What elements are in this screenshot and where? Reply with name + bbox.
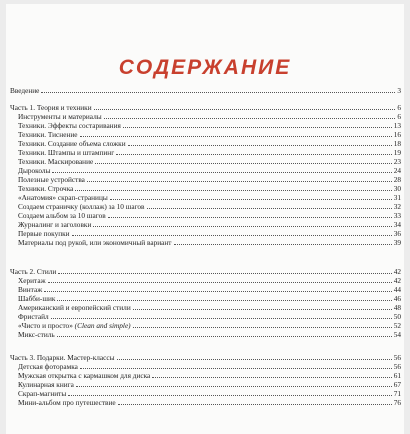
- entry-title-text: Дыроколы: [18, 166, 51, 175]
- toc-entry: [18, 211, 401, 220]
- toc-entry: [18, 371, 401, 380]
- dot-leader: [108, 216, 392, 218]
- entry-title: [10, 103, 92, 112]
- dot-leader: [128, 144, 392, 146]
- entry-title-text: Техники. Маскирование: [18, 157, 94, 166]
- dot-leader: [76, 385, 392, 387]
- entry-title-text: Фристайл: [18, 312, 49, 321]
- page-number: 61: [393, 371, 401, 380]
- entry-title: [18, 112, 102, 121]
- page-number: 67: [393, 380, 401, 389]
- entry-title: [18, 130, 78, 139]
- entry-title: [18, 362, 78, 371]
- entry-title: [18, 398, 116, 407]
- dot-leader: [94, 108, 396, 110]
- toc-entry: [18, 193, 401, 202]
- entry-title: [18, 184, 73, 193]
- entry-title-text: Американский и европейский стили: [18, 303, 131, 312]
- dot-leader: [152, 376, 391, 378]
- dot-leader: [51, 317, 392, 319]
- entry-title: [18, 139, 126, 148]
- page-number: 42: [393, 276, 401, 285]
- dot-leader: [95, 162, 391, 164]
- entry-title-text: Создаем страничку (коллаж) за 10 шагов: [18, 202, 145, 211]
- entry-title-text: Создаем альбом за 10 шагов: [18, 211, 106, 220]
- entry-title-text: Детская фоторамка: [18, 362, 78, 371]
- page-number: 44: [393, 285, 401, 294]
- entry-title-text: Техники. Тиснение: [18, 130, 78, 139]
- dot-leader: [75, 189, 391, 191]
- toc-entry: [18, 229, 401, 238]
- toc-entry: [18, 184, 401, 193]
- toc-entry: [18, 380, 401, 389]
- entry-title: [18, 166, 50, 175]
- toc-entry: [18, 238, 401, 247]
- dot-leader: [133, 326, 392, 328]
- dot-leader: [72, 234, 392, 236]
- entry-title-text: Часть 3. Подарки. Мастер-классы: [10, 353, 115, 362]
- entry-title: [18, 148, 114, 157]
- entry-title: [18, 175, 85, 184]
- entry-title-text: Микс-стиль: [18, 330, 55, 339]
- entry-title: [18, 294, 55, 303]
- dot-leader: [48, 281, 392, 283]
- entry-title-text: Техники. Эффекты состаривания: [18, 121, 121, 130]
- entry-title-text: Часть 1. Теория и техники: [10, 103, 92, 112]
- toc-entry: [18, 121, 401, 130]
- dot-leader: [110, 198, 392, 200]
- dot-leader: [123, 126, 392, 128]
- entry-title-text: Часть 2. Стили: [10, 267, 57, 276]
- toc-part-heading: [10, 103, 401, 112]
- toc-entry: [18, 398, 401, 407]
- page-number: 13: [393, 121, 401, 130]
- entry-title: [18, 193, 108, 202]
- entry-title-text: Инструменты и материалы: [18, 112, 102, 121]
- toc-entry: [18, 312, 401, 321]
- toc-entry: [18, 285, 401, 294]
- entry-title: [18, 229, 70, 238]
- toc-entry: [18, 303, 401, 312]
- page-number: 28: [393, 175, 401, 184]
- entry-title-text: Полезные устройства: [18, 175, 85, 184]
- toc-entry: [18, 112, 401, 121]
- toc-entry: [18, 139, 401, 148]
- toc-entry: [18, 175, 401, 184]
- dot-leader: [80, 367, 392, 369]
- entry-title: [18, 312, 49, 321]
- dot-leader: [41, 91, 395, 93]
- toc-entry: [18, 389, 401, 398]
- page-number: 24: [393, 166, 401, 175]
- dot-leader: [118, 403, 392, 405]
- toc-entry: [18, 330, 401, 339]
- dot-leader: [117, 358, 392, 360]
- entry-title-text: Кулинарная книга: [18, 380, 74, 389]
- entry-title-text: Мужская открытка с кармашком для диска: [18, 371, 151, 380]
- dot-leader: [116, 153, 392, 155]
- entry-title: [18, 330, 55, 339]
- page-number: 42: [393, 267, 401, 276]
- entry-title: [18, 276, 46, 285]
- toc-entry: [18, 321, 401, 330]
- page-title: СОДЕРЖАНИЕ: [118, 56, 292, 79]
- page-number: 76: [393, 398, 401, 407]
- entry-title: [18, 285, 42, 294]
- entry-title: [18, 321, 131, 330]
- dot-leader: [68, 394, 391, 396]
- dot-leader: [44, 290, 391, 292]
- page-number: 71: [393, 389, 401, 398]
- dot-leader: [57, 299, 391, 301]
- dot-leader: [80, 135, 392, 137]
- page-number: 33: [393, 211, 401, 220]
- entry-title: [18, 380, 74, 389]
- entry-title-text: Первые покупки: [18, 229, 70, 238]
- entry-title-text: Материалы под рукой, или экономичный вариант: [18, 238, 172, 247]
- toc-entry: [18, 202, 401, 211]
- page-number: 52: [393, 321, 401, 330]
- entry-title-text: Введение: [10, 86, 40, 95]
- entry-title-text: Техники. Создание объема сложки: [18, 139, 126, 148]
- toc-entry: [18, 166, 401, 175]
- entry-title-italic: (Clean and simple): [74, 321, 131, 330]
- page-number: 32: [393, 202, 401, 211]
- page-number: 3: [397, 86, 401, 95]
- entry-title-text: Техники. Штампы и штампинг: [18, 148, 115, 157]
- entry-title: [18, 157, 93, 166]
- toc-entry: [18, 148, 401, 157]
- page-number: 48: [393, 303, 401, 312]
- dot-leader: [93, 225, 391, 227]
- entry-title-text: «Чисто и просто»: [18, 321, 73, 330]
- page-number: 46: [393, 294, 401, 303]
- page-number: 56: [393, 353, 401, 362]
- entry-title-text: Журналинг и заголовки: [18, 220, 92, 229]
- dot-leader: [57, 335, 392, 337]
- toc-entry: [18, 294, 401, 303]
- toc-part-heading: [10, 267, 401, 276]
- page-number: 6: [397, 112, 401, 121]
- page-number: 34: [393, 220, 401, 229]
- entry-title: [18, 121, 121, 130]
- dot-leader: [104, 117, 396, 119]
- toc-entry: [18, 157, 401, 166]
- entry-title-text: Техники. Строчка: [18, 184, 74, 193]
- dot-leader: [87, 180, 392, 182]
- page-number: 31: [393, 193, 401, 202]
- entry-title-text: «Анатомия» скрап-страницы: [18, 193, 108, 202]
- entry-title: [18, 371, 150, 380]
- entry-title-text: Херитаж: [18, 276, 46, 285]
- toc-entry: [18, 220, 401, 229]
- entry-title: [10, 353, 115, 362]
- toc-entry: [18, 276, 401, 285]
- page-number: 56: [393, 362, 401, 371]
- entry-title: [18, 220, 91, 229]
- entry-title: [18, 238, 172, 247]
- entry-title: [18, 303, 131, 312]
- toc-entry: [18, 362, 401, 371]
- dot-leader: [174, 243, 392, 245]
- page-number: 19: [393, 148, 401, 157]
- page-number: 18: [393, 139, 401, 148]
- entry-title-text: Скрап-магниты: [18, 389, 67, 398]
- entry-title: [18, 389, 66, 398]
- entry-title-text: Шабби-шик: [18, 294, 56, 303]
- entry-title-text: Мини-альбом про путешествие: [18, 398, 116, 407]
- page-number: 6: [397, 103, 401, 112]
- page-number: 50: [393, 312, 401, 321]
- toc-part-heading: [10, 353, 401, 362]
- entry-title: [10, 86, 39, 95]
- page-number: 23: [393, 157, 401, 166]
- dot-leader: [147, 207, 392, 209]
- page-number: 16: [393, 130, 401, 139]
- entry-title: [18, 211, 106, 220]
- dot-leader: [58, 272, 391, 274]
- toc-entry-intro: [10, 86, 401, 95]
- page-number: 36: [393, 229, 401, 238]
- dot-leader: [133, 308, 392, 310]
- page-number: 54: [393, 330, 401, 339]
- toc-entry: [18, 130, 401, 139]
- dot-leader: [52, 171, 391, 173]
- entry-title-text: Винтаж: [18, 285, 43, 294]
- entry-title: [10, 267, 56, 276]
- page-number: 39: [393, 238, 401, 247]
- page-number: 30: [393, 184, 401, 193]
- entry-title: [18, 202, 145, 211]
